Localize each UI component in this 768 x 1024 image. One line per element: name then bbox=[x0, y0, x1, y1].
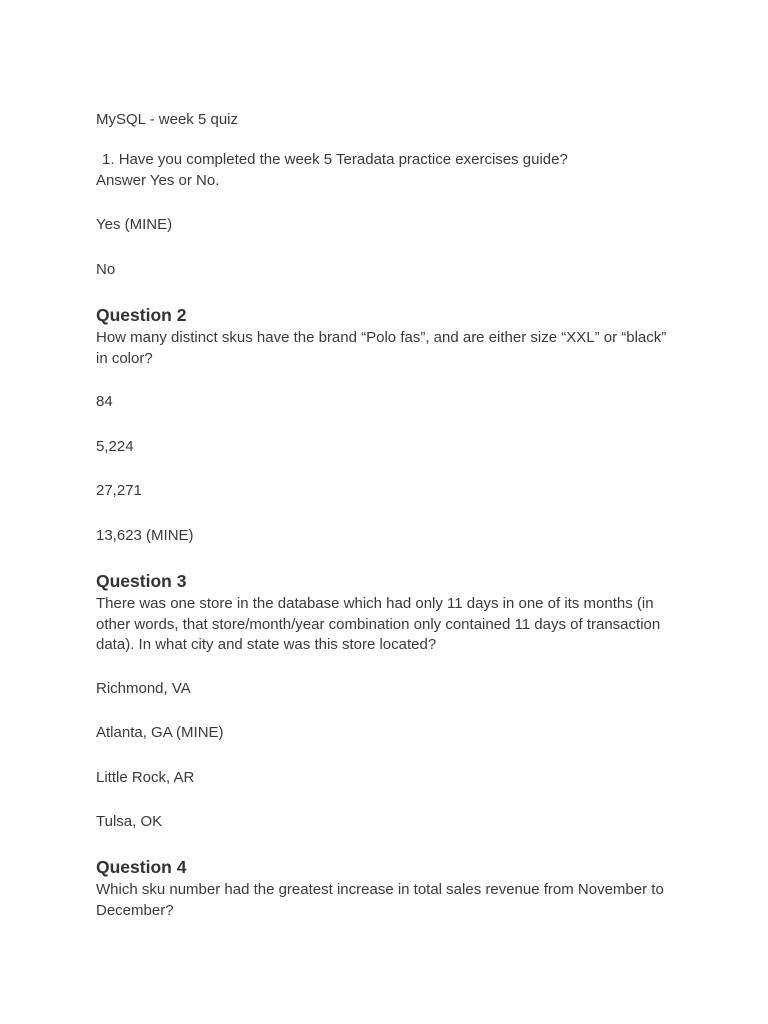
question-2-option-2: 5,224 bbox=[96, 438, 134, 455]
question-1-instruction: Answer Yes or No. bbox=[96, 172, 220, 189]
question-3-heading: Question 3 bbox=[96, 571, 187, 591]
question-4-text: Which sku number had the greatest increase in total sales revenue from November to December? bbox=[96, 881, 664, 919]
question-4-heading: Question 4 bbox=[96, 857, 187, 877]
question-2-text: How many distinct skus have the brand “Polo fas”, and are either size “XXL” or “black” in color? bbox=[96, 329, 667, 367]
question-3-option-2: Atlanta, GA (MINE) bbox=[96, 724, 224, 741]
question-1-option-2: No bbox=[96, 261, 116, 278]
question-3-text: There was one store in the database which had only 11 days in one of its months (in other words, that store/month/year combination only contained 11 days of transaction data). In what city and state was this store located? bbox=[96, 595, 661, 653]
question-3-option-3: Little Rock, AR bbox=[96, 769, 195, 786]
question-1-prompt: Have you completed the week 5 Teradata practice exercises guide? bbox=[118, 151, 568, 168]
question-1-option-1: Yes (MINE) bbox=[96, 216, 173, 233]
question-1-text bbox=[96, 150, 696, 171]
question-3-option-1: Richmond, VA bbox=[96, 680, 191, 697]
question-2-option-4: 13,623 (MINE) bbox=[96, 527, 194, 544]
document-title: MySQL - week 5 quiz bbox=[96, 111, 238, 128]
question-1-number: 1. bbox=[102, 151, 115, 168]
question-2-option-1: 84 bbox=[96, 393, 113, 410]
question-2-option-3: 27,271 bbox=[96, 482, 142, 499]
question-3-option-4: Tulsa, OK bbox=[96, 813, 163, 830]
question-2-heading: Question 2 bbox=[96, 305, 187, 325]
